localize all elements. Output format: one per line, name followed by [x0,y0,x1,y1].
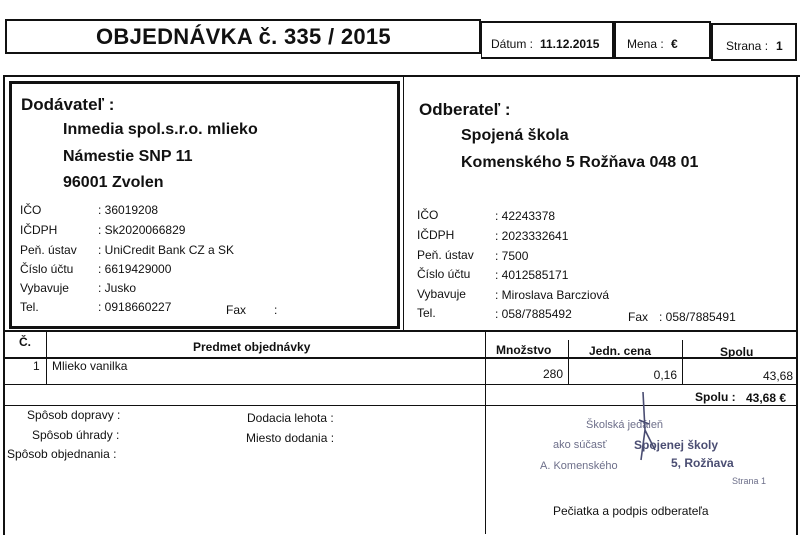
customer-fax-label: Fax [628,310,649,324]
customer-account-label: Číslo účtu [417,267,471,281]
customer-tel-value: : 058/7885492 [495,307,572,321]
customer-handler-value: : Miroslava Barcziová [495,288,610,302]
supplier-city: 96001 Zvolen [63,174,164,191]
delivery-place-label: Miesto dodania : [246,431,335,445]
supplier-fax-value: : [274,303,278,317]
table-sum-bottom [3,405,798,406]
stamp-line-3a: A. Komenského [540,460,618,472]
supplier-ico-label: IČO [20,203,42,217]
supplier-handler-value: : Jusko [98,281,137,295]
payment-label: Spôsob úhrady : [32,428,120,442]
stamp-line-3b: 5, Rožňava [671,456,734,470]
col-sep-qty [485,332,486,534]
supplier-name: Inmedia spol.s.r.o. mlieko [63,121,258,138]
date-label: Dátum : [491,37,534,51]
table-row-bottom [3,384,798,385]
frame-top-line [3,75,800,77]
supplier-account-value: : 6619429000 [98,262,172,276]
supplier-handler-label: Vybavuje [20,281,69,295]
transport-label: Spôsob dopravy : [27,408,121,422]
stamp-signature-label: Pečiatka a podpis odberateľa [553,504,709,518]
col-sep-num [46,332,47,384]
page-label: Strana : [726,39,769,53]
supplier-label: Dodávateľ : [21,95,115,114]
customer-account-value: : 4012585171 [495,268,569,282]
date-value: 11.12.2015 [540,37,600,51]
frame-left-line [3,75,5,535]
supplier-fax-label: Fax [226,303,247,317]
sum-label: Spolu : [695,390,736,404]
customer-label: Odberateľ : [419,100,511,119]
customer-fax-value: : 058/7885491 [659,310,736,324]
currency-value: € [671,37,678,51]
customer-icdph-label: IČDPH [417,228,455,242]
customer-ico-value: : 42243378 [495,209,556,223]
table-top-line [3,330,798,332]
customer-address: Komenského 5 Rožňava 048 01 [461,154,699,171]
supplier-account-label: Číslo účtu [20,262,74,276]
ordering-label: Spôsob objednania : [7,447,117,461]
col-header-price: Jedn. cena [589,344,652,358]
supplier-bank-label: Peň. ústav [20,243,77,257]
supplier-tel-label: Tel. [20,300,39,314]
supplier-bank-value: : UniCredit Bank CZ a SK [98,243,235,257]
customer-bank-value: : 7500 [495,249,529,263]
customer-name: Spojená škola [461,127,569,144]
col-header-item: Predmet objednávky [193,340,311,354]
sum-value: 43,68 € [746,391,787,405]
row-qty: 280 [542,367,563,381]
row-total: 43,68 [762,369,793,383]
customer-tel-label: Tel. [417,306,436,320]
currency-label: Mena : [627,37,664,51]
stamp-line-2a: ako súčasť [553,439,607,451]
customer-ico-label: IČO [417,208,439,222]
row-price: 0,16 [653,368,677,382]
col-header-num: Č. [19,335,31,349]
supplier-tel-value: : 0918660227 [98,300,172,314]
supplier-ico-value: : 36019208 [98,203,159,217]
supplier-street: Námestie SNP 11 [63,148,193,165]
customer-bank-label: Peň. ústav [417,248,474,262]
customer-handler-label: Vybavuje [417,287,466,301]
address-divider [403,77,404,330]
frame-right-line [796,75,798,535]
row-num: 1 [33,359,40,373]
supplier-icdph-value: : Sk2020066829 [98,223,186,237]
supplier-icdph-label: IČDPH [20,223,58,237]
stamp-line-4: Strana 1 [732,476,767,486]
stamp-line-2b: Spojenej školy [634,438,719,452]
col-header-total: Spolu [720,345,754,359]
order-title: OBJEDNÁVKA č. 335 / 2015 [96,24,391,49]
page-value: 1 [776,39,783,53]
row-item: Mlieko vanilka [52,359,128,373]
stamp-line-1: Školská jedáleň [586,419,664,431]
signature-mark [625,390,665,480]
col-header-qty: Množstvo [496,343,552,357]
customer-icdph-value: : 2023332641 [495,229,569,243]
delivery-deadline-label: Dodacia lehota : [247,411,334,425]
